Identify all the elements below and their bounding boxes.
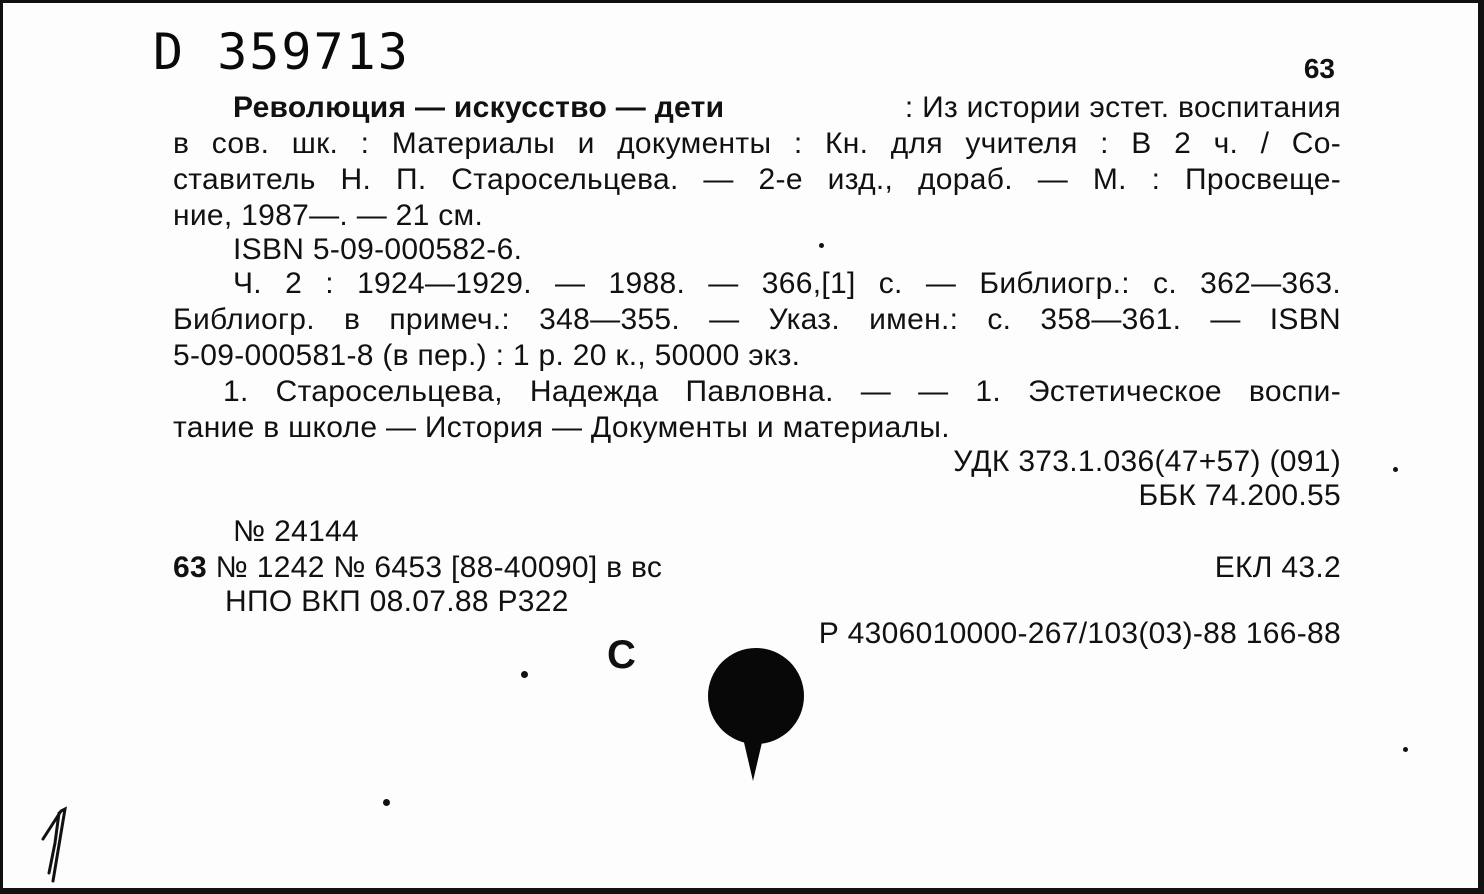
punch-hole-tail xyxy=(739,721,767,781)
card-number: 63 xyxy=(1303,53,1335,84)
handwritten-code: D 359713 xyxy=(153,23,410,81)
handwritten-one-mark xyxy=(31,803,81,883)
isbn-line: ISBN 5-09-000582-6. xyxy=(233,233,523,266)
order-details: № 1242 № 6453 [88-40090] в вс xyxy=(215,551,663,584)
entry-line-1 xyxy=(233,91,1341,125)
ekl-code: ЕКЛ 43.2 xyxy=(1214,551,1341,584)
part-line-2: Библиогр. в примеч.: 348—355. — Указ. имен.: с. 358—361. — ISBN xyxy=(173,303,1341,336)
entry-line-3: ставитель Н. П. Старосельцева. — 2-е изд., дораб. — М. : Просвеще- xyxy=(173,163,1341,196)
speck xyxy=(819,243,824,248)
record-number: № 24144 xyxy=(233,515,360,548)
subject-line-2: тание в школе — История — Документы и материалы. xyxy=(173,411,950,444)
big-letter-mark: С xyxy=(607,633,636,677)
subject-line-1: 1. Старосельцева, Надежда Павловна. — — 1. Эстетическое воспи- xyxy=(223,375,1341,408)
index-code: Р 4306010000-267/103(03)-88 166-88 xyxy=(818,617,1341,650)
entry-line-4: ние, 1987—. — 21 см. xyxy=(173,199,484,232)
order-prefix: 63 xyxy=(173,551,207,584)
speck xyxy=(1393,467,1398,472)
entry-title: Революция — искусство — дети xyxy=(233,91,725,124)
part-line-1: Ч. 2 : 1924—1929. — 1988. — 366,[1] с. — Библиогр.: с. 362—363. xyxy=(233,267,1341,300)
speck xyxy=(383,799,390,806)
order-line xyxy=(173,551,662,585)
bbk-code: ББК 74.200.55 xyxy=(1138,479,1341,512)
npo-line: НПО ВКП 08.07.88 Р322 xyxy=(225,585,569,618)
entry-subtitle: : Из истории эстет. воспитания xyxy=(904,91,1341,124)
udk-code: УДК 373.1.036(47+57) (091) xyxy=(953,445,1341,478)
entry-line-2: в сов. шк. : Материалы и документы : Кн. для учителя : В 2 ч. / Со- xyxy=(173,127,1341,160)
speck xyxy=(1403,747,1408,752)
speck xyxy=(521,671,528,678)
part-line-3: 5-09-000581-8 (в пер.) : 1 р. 20 к., 50000 экз. xyxy=(173,339,801,372)
